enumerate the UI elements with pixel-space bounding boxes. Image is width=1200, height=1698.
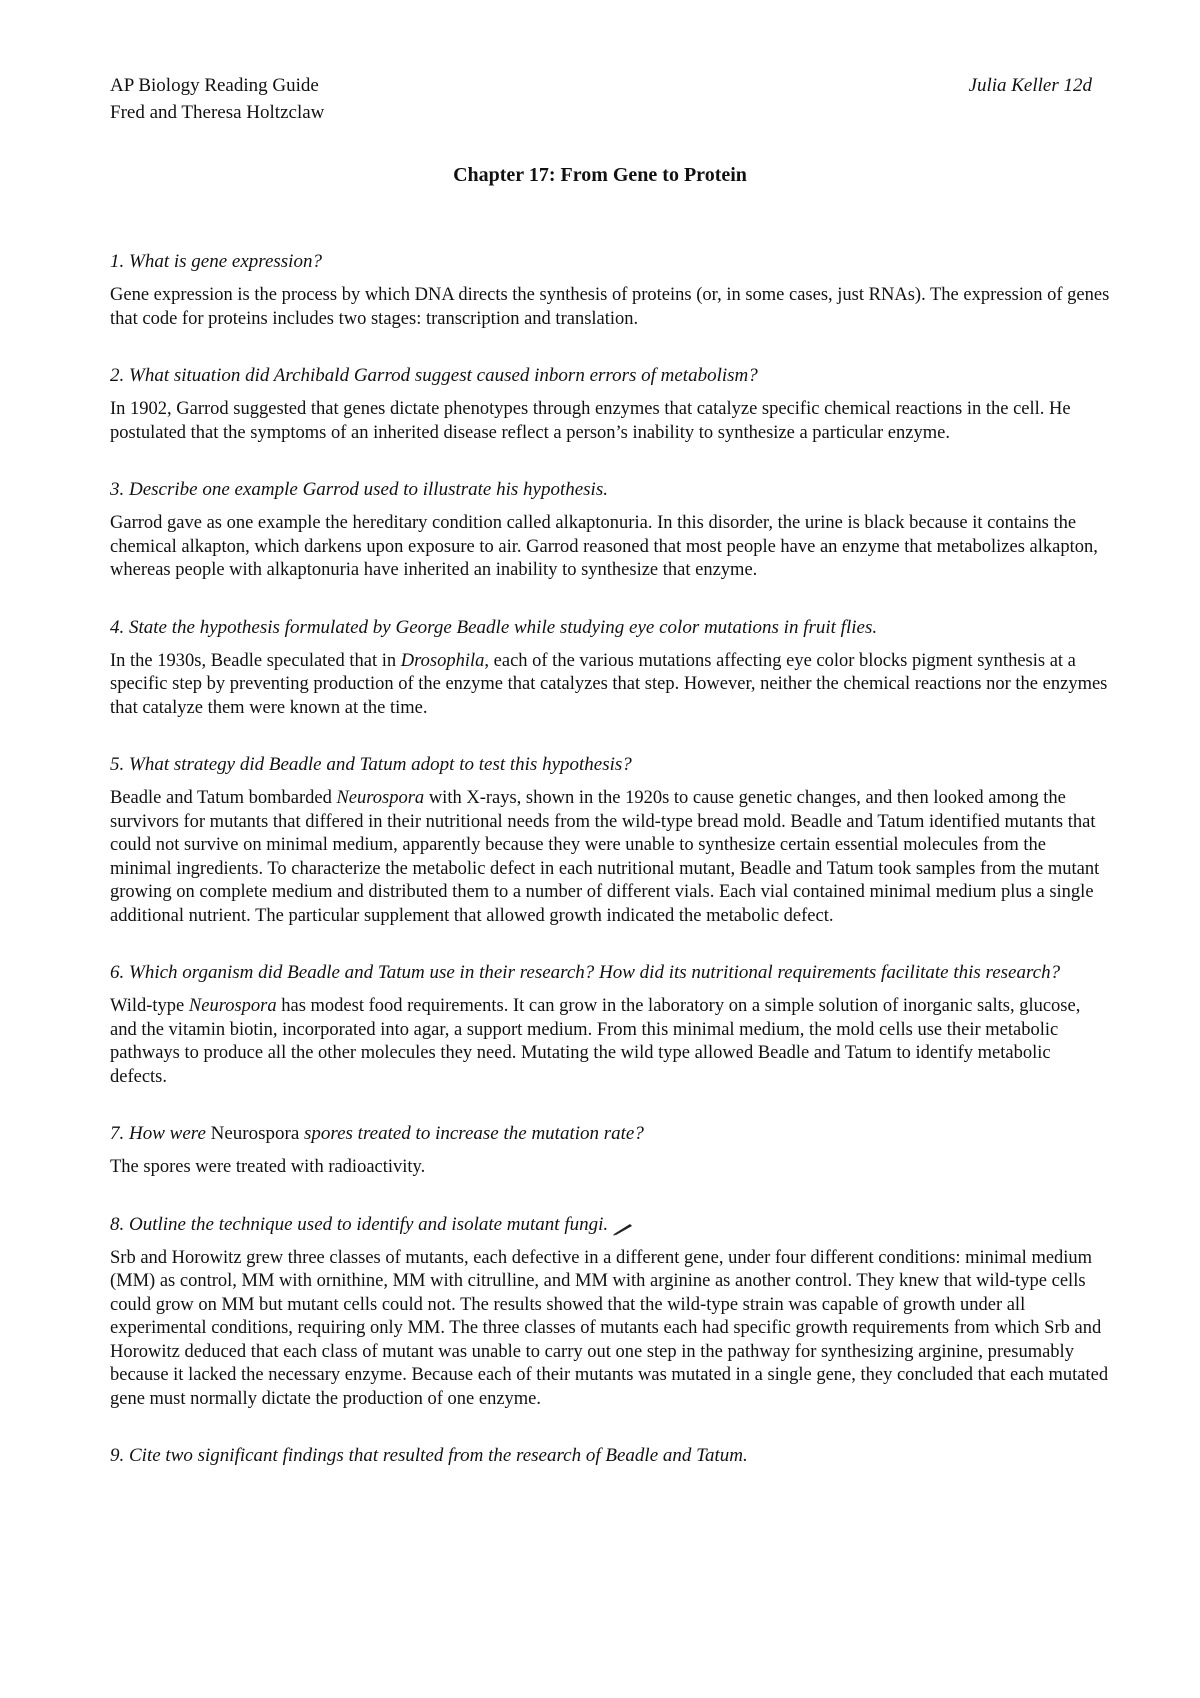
question-item-6 xyxy=(110,960,1110,1089)
answer-text: The spores were treated with radioactivity. xyxy=(110,1157,426,1177)
question-text: 6. Which organism did Beadle and Tatum use in their research? How did its nutritional requirements facilitate this research? xyxy=(110,962,1061,983)
question-item-3 xyxy=(110,477,1110,583)
species-name: Neurospora xyxy=(210,1123,300,1144)
course-name: AP Biology Reading Guide xyxy=(110,75,319,96)
question-item-4 xyxy=(110,615,1110,721)
answer-text: Garrod gave as one example the hereditary condition called alkaptonuria. In this disorder, the urine is black because it contains the chemical alkapton, which darkens upon exposure to air. Garrod reasoned that most people have an enzyme that metabolizes alkapton, whereas people with alkaptonuria have inherited an inability to synthesize that enzyme. xyxy=(110,513,1098,580)
guide-authors: Fred and Theresa Holtzclaw xyxy=(110,102,325,123)
answer-text: Srb and Horowitz grew three classes of mutants, each defective in a different gene, under four different conditions: minimal medium (MM) as control, MM with ornithine, MM with citrulline, and MM with arginine as another control. They knew that wild-type cells could grow on MM but mutant cells could not. The results showed that the wild-type strain was capable of growth under all experimental conditions, requiring only MM. The three classes of mutants each had specific growth requirements from which Srb and Horowitz deduced that each class of mutant was unable to carry out one step in the pathway for synthesizing arginine, presumably because it lacked the necessary enzyme. Because each of their mutants was mutated in a single gene, they concluded that each mutated gene must normally dictate the production of one enzyme. xyxy=(110,1247,1109,1409)
question-item-2 xyxy=(110,363,1110,445)
question-text: 3. Describe one example Garrod used to illustrate his hypothesis. xyxy=(110,479,608,500)
question-item-1 xyxy=(110,249,1110,331)
species-name: Neurospora xyxy=(188,996,277,1016)
answer-text: In the 1930s, Beadle speculated that in Drosophila, each of the various mutations affecting eye color blocks pigment synthesis at a specific step by preventing production of the enzyme that catalyzes that step. However, neither the chemical reactions nor the enzymes that catalyze them were known at the time. xyxy=(110,650,1108,718)
species-name: Neurospora xyxy=(336,788,425,808)
student-name: Julia Keller 12d xyxy=(968,75,1092,96)
question-text: 8. Outline the technique used to identify and isolate mutant fungi. xyxy=(110,1212,1110,1238)
question-item-8 xyxy=(110,1212,1110,1412)
species-name: Drosophila xyxy=(400,650,485,671)
answer-text: Beadle and Tatum bombarded Neurospora with X-rays, shown in the 1920s to cause genetic changes, and then looked among the survivors for mutants that differed in their nutritional needs from the wild-type bread mold. Beadle and Tatum identified mutants that could not survive on minimal medium, apparently because they were unable to synthesize certain essential molecules from the minimal ingredients. To characterize the metabolic defect in each nutritional mutant, Beadle and Tatum took samples from the mutant growing on complete medium and distributed them to a number of different vials. Each vial contained minimal medium plus a single additional nutrient. The particular supplement that allowed growth indicated the metabolic defect. xyxy=(110,788,1100,926)
question-text: 5. What strategy did Beadle and Tatum adopt to test this hypothesis? xyxy=(110,754,632,775)
question-list xyxy=(110,249,1110,1501)
header-left xyxy=(110,72,324,126)
question-item-7 xyxy=(110,1121,1110,1180)
answer-text: Gene expression is the process by which DNA directs the synthesis of proteins (or, in some cases, just RNAs). The expression of genes that code for proteins includes two stages: transcription and translation. xyxy=(110,285,1110,329)
question-item-9 xyxy=(110,1443,1110,1469)
question-item-5 xyxy=(110,752,1110,928)
pencil-icon xyxy=(612,1218,634,1232)
question-text: 7. How were Neurospora spores treated to increase the mutation rate? xyxy=(110,1123,644,1144)
question-text: 9. Cite two significant findings that resulted from the research of Beadle and Tatum. xyxy=(110,1445,748,1466)
chapter-title: Chapter 17: From Gene to Protein xyxy=(453,164,747,186)
question-text: 2. What situation did Archibald Garrod suggest caused inborn errors of metabolism? xyxy=(110,365,758,386)
question-text: 4. State the hypothesis formulated by George Beadle while studying eye color mutations in fruit flies. xyxy=(110,616,878,638)
question-text: 1. What is gene expression? xyxy=(110,251,322,272)
answer-text: Wild-type Neurospora has modest food requirements. It can grow in the laboratory on a simple solution of inorganic salts, glucose, and the vitamin biotin, incorporated into agar, a support medium. From this minimal medium, the mold cells use their metabolic pathways to produce all the other molecules they need. Mutating the wild type allowed Beadle and Tatum to identify metabolic defects. xyxy=(110,996,1081,1087)
answer-text: In 1902, Garrod suggested that genes dictate phenotypes through enzymes that catalyze specific chemical reactions in the cell. He postulated that the symptoms of an inherited disease reflect a person’s inability to synthesize a particular enzyme. xyxy=(110,399,1071,443)
